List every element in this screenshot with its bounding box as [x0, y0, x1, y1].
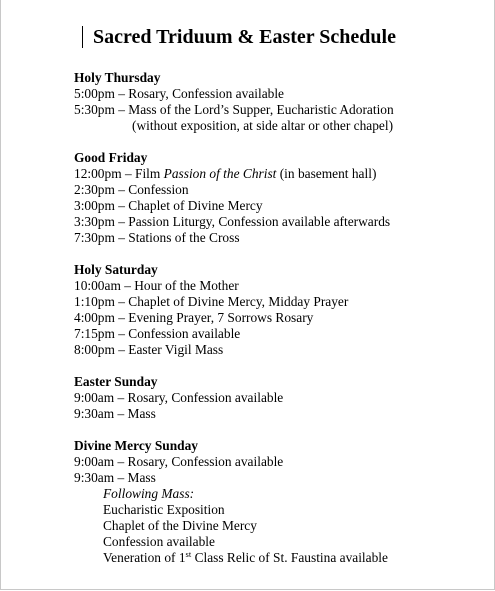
schedule-line: 9:30am – Mass [74, 406, 156, 421]
schedule-line: 1:10pm – Chaplet of Divine Mercy, Midday Prayer [74, 294, 349, 309]
schedule-line: 3:00pm – Chaplet of Divine Mercy [74, 198, 263, 213]
schedule-line: 4:00pm – Evening Prayer, 7 Sorrows Rosary [74, 310, 314, 325]
schedule-line-continuation: (without exposition, at side altar or other chapel) [132, 118, 394, 133]
following-mass-label: Following Mass: [103, 486, 195, 501]
section-good-friday [74, 150, 489, 246]
schedule-line: 9:30am – Mass [74, 470, 156, 485]
following-item: Chaplet of the Divine Mercy [103, 518, 257, 533]
section-heading: Holy Saturday [74, 262, 158, 277]
schedule [74, 70, 489, 582]
schedule-line: 7:30pm – Stations of the Cross [74, 230, 240, 245]
schedule-line: 5:00pm – Rosary, Confession available [74, 86, 284, 101]
schedule-line: 5:30pm – Mass of the Lord’s Supper, Eucharistic Adoration [74, 102, 394, 117]
schedule-line: 3:30pm – Passion Liturgy, Confession available afterwards [74, 214, 391, 229]
ordinal-suffix: st [185, 549, 192, 559]
schedule-line: 2:30pm – Confession [74, 182, 189, 197]
section-holy-thursday [74, 70, 489, 134]
film-line-location: (in basement hall) [276, 166, 377, 181]
following-item: Eucharistic Exposition [103, 502, 225, 517]
schedule-line: 10:00am – Hour of the Mother [74, 278, 239, 293]
schedule-line: 9:00am – Rosary, Confession available [74, 454, 284, 469]
film-line-time: 12:00pm – Film [74, 166, 164, 181]
following-item: Confession available [103, 534, 215, 549]
page-title: Sacred Triduum & Easter Schedule [93, 26, 396, 48]
relic-line-start: Veneration of 1 [103, 550, 186, 565]
section-heading: Divine Mercy Sunday [74, 438, 198, 453]
schedule-line: 7:15pm – Confession available [74, 326, 241, 341]
section-holy-saturday [74, 262, 489, 358]
section-heading: Easter Sunday [74, 374, 158, 389]
section-easter-sunday [74, 374, 489, 422]
title-row [82, 24, 396, 50]
schedule-line: 9:00am – Rosary, Confession available [74, 390, 284, 405]
relic-line-end: Class Relic of St. Faustina available [191, 550, 388, 565]
schedule-line: 8:00pm – Easter Vigil Mass [74, 342, 224, 357]
section-heading: Good Friday [74, 150, 148, 165]
schedule-line-film [74, 166, 489, 182]
text-cursor-bar [82, 26, 83, 48]
film-title: Passion of the Christ [163, 166, 277, 181]
section-heading: Holy Thursday [74, 70, 161, 85]
relic-veneration-line [74, 550, 489, 566]
section-divine-mercy-sunday [74, 438, 489, 566]
